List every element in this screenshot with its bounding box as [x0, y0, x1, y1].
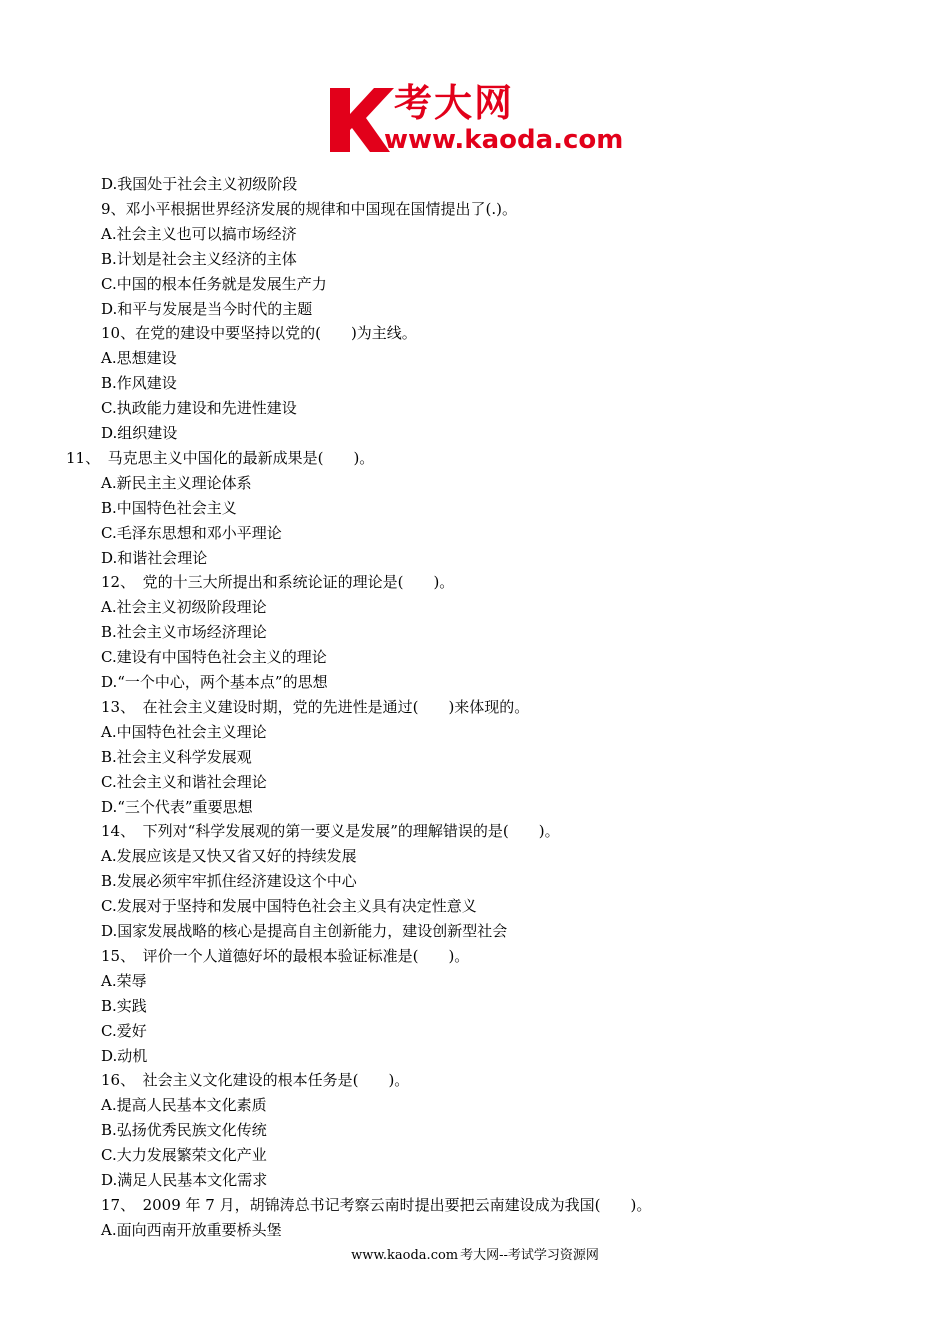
option-line: A.面向西南开放重要桥头堡: [101, 1220, 282, 1239]
option-line: D.和谐社会理论: [101, 548, 208, 567]
option-line: B.社会主义市场经济理论: [101, 623, 267, 642]
option-line: D.组织建设: [101, 424, 178, 442]
question-line: 9、邓小平根据世界经济发展的规律和中国现在国情提出了(.)。: [101, 199, 518, 218]
question-line: 15、 评价一个人道德好坏的最根本验证标准是( )。: [101, 946, 470, 965]
option-line: B.社会主义科学发展观: [101, 747, 252, 766]
option-line: A.荣辱: [101, 971, 147, 990]
question-line: 14、 下列对“科学发展观的第一要义是发展”的理解错误的是( )。: [101, 822, 560, 841]
option-line: B.实践: [101, 996, 147, 1015]
option-line: A.社会主义也可以搞市场经济: [101, 224, 297, 243]
option-line: C.中国的根本任务就是发展生产力: [101, 274, 327, 293]
option-line: B.计划是社会主义经济的主体: [101, 249, 297, 268]
option-line: B.发展必须牢牢抓住经济建设这个中心: [101, 872, 357, 891]
kaoda-logo: [326, 80, 644, 160]
option-line: C.社会主义和谐社会理论: [101, 772, 267, 791]
option-line: C.执政能力建设和先进性建设: [101, 399, 297, 418]
option-line: C.发展对于坚持和发展中国特色社会主义具有决定性意义: [101, 897, 477, 916]
option-line: D.和平与发展是当今时代的主题: [101, 299, 313, 318]
question-line: 11、 马克思主义中国化的最新成果是( )。: [66, 448, 375, 467]
option-line: B.中国特色社会主义: [101, 498, 237, 517]
footer-url: www.kaoda.com: [351, 1248, 459, 1263]
option-line: A.发展应该是又快又省又好的持续发展: [101, 847, 357, 866]
logo-brand-text: 考大网: [394, 81, 515, 125]
page-footer: [0, 1247, 950, 1265]
question-line: 13、 在社会主义建设时期，党的先进性是通过( )来体现的。: [101, 697, 530, 716]
logo-url-text: www.kaoda.com: [384, 125, 624, 155]
option-line: D.满足人民基本文化需求: [101, 1171, 268, 1189]
option-line: C.爱好: [101, 1021, 147, 1040]
option-line: D.动机: [101, 1046, 148, 1065]
question-line: 12、 党的十三大所提出和系统论证的理论是( )。: [101, 573, 455, 592]
question-line: 10、在党的建设中要坚持以党的( )为主线。: [101, 324, 417, 343]
option-line: A.中国特色社会主义理论: [101, 722, 267, 741]
option-line: D.我国处于社会主义初级阶段: [101, 175, 298, 193]
option-line: C.建设有中国特色社会主义的理论: [101, 648, 327, 667]
option-line: D.“三个代表”重要思想: [101, 797, 253, 816]
question-line: 17、 2009 年 7 月，胡锦涛总书记考察云南时提出要把云南建设成为我国( )。: [101, 1195, 652, 1214]
option-line: C.毛泽东思想和邓小平理论: [101, 523, 282, 542]
footer-text: 考大网--考试学习资源网: [460, 1248, 599, 1263]
option-line: A.新民主主义理论体系: [101, 473, 252, 492]
option-line: A.思想建设: [101, 349, 177, 368]
option-line: B.作风建设: [101, 374, 177, 393]
question-line: 16、 社会主义文化建设的根本任务是( )。: [101, 1071, 410, 1090]
option-line: A.社会主义初级阶段理论: [101, 598, 267, 617]
option-line: D.国家发展战略的核心是提高自主创新能力，建设创新型社会: [101, 922, 508, 940]
option-line: A.提高人民基本文化素质: [101, 1096, 267, 1115]
option-line: C.大力发展繁荣文化产业: [101, 1146, 267, 1165]
option-line: D.“一个中心，两个基本点”的思想: [101, 673, 328, 691]
option-line: B.弘扬优秀民族文化传统: [101, 1121, 267, 1140]
